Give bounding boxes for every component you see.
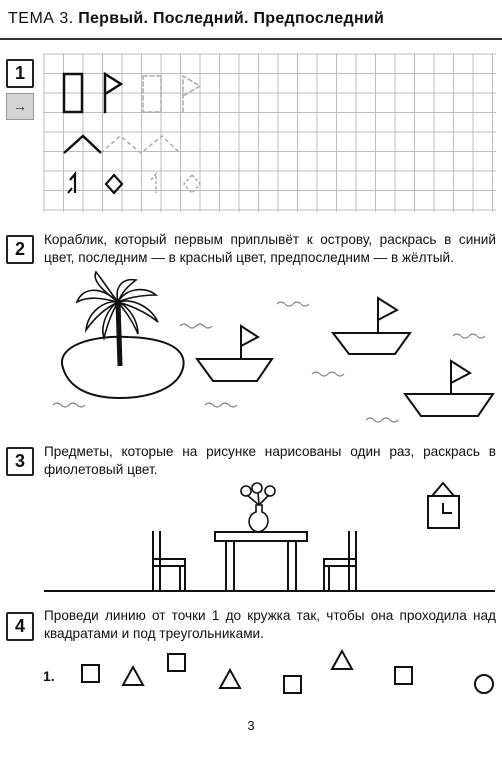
square-3 bbox=[284, 676, 301, 693]
task-number-1: 1 bbox=[6, 59, 34, 88]
square-1 bbox=[82, 665, 99, 682]
triangle-3 bbox=[332, 651, 352, 669]
task-number-2: 2 bbox=[6, 235, 34, 264]
topic-label: ТЕМА 3. bbox=[8, 10, 74, 27]
task-number-3: 3 bbox=[6, 447, 34, 476]
triangle-2 bbox=[220, 670, 240, 688]
task-number-4: 4 bbox=[6, 612, 34, 641]
task4-text: Проведи линию от точки 1 до кружка так, чтобы она проходила над квадратами и под треугольниками. bbox=[44, 608, 496, 641]
continue-pattern-arrow-icon: → bbox=[6, 93, 34, 120]
page-number: 3 bbox=[247, 718, 255, 733]
task3-text: Предметы, которые на рисунке нарисованы один раз, раскрась в фиолетовый цвет. bbox=[44, 444, 496, 477]
target-circle bbox=[475, 675, 493, 693]
square-2 bbox=[168, 654, 185, 671]
task2-text: Кораблик, который первым приплывёт к острову, раскрась в синий цвет, последним — в красный цвет, предпоследним — в жёлтый. bbox=[44, 232, 496, 265]
start-point-label: 1. bbox=[43, 668, 55, 684]
topic-title: Первый. Последний. Предпоследний bbox=[78, 10, 385, 27]
triangle-1 bbox=[123, 667, 143, 685]
square-4 bbox=[395, 667, 412, 684]
